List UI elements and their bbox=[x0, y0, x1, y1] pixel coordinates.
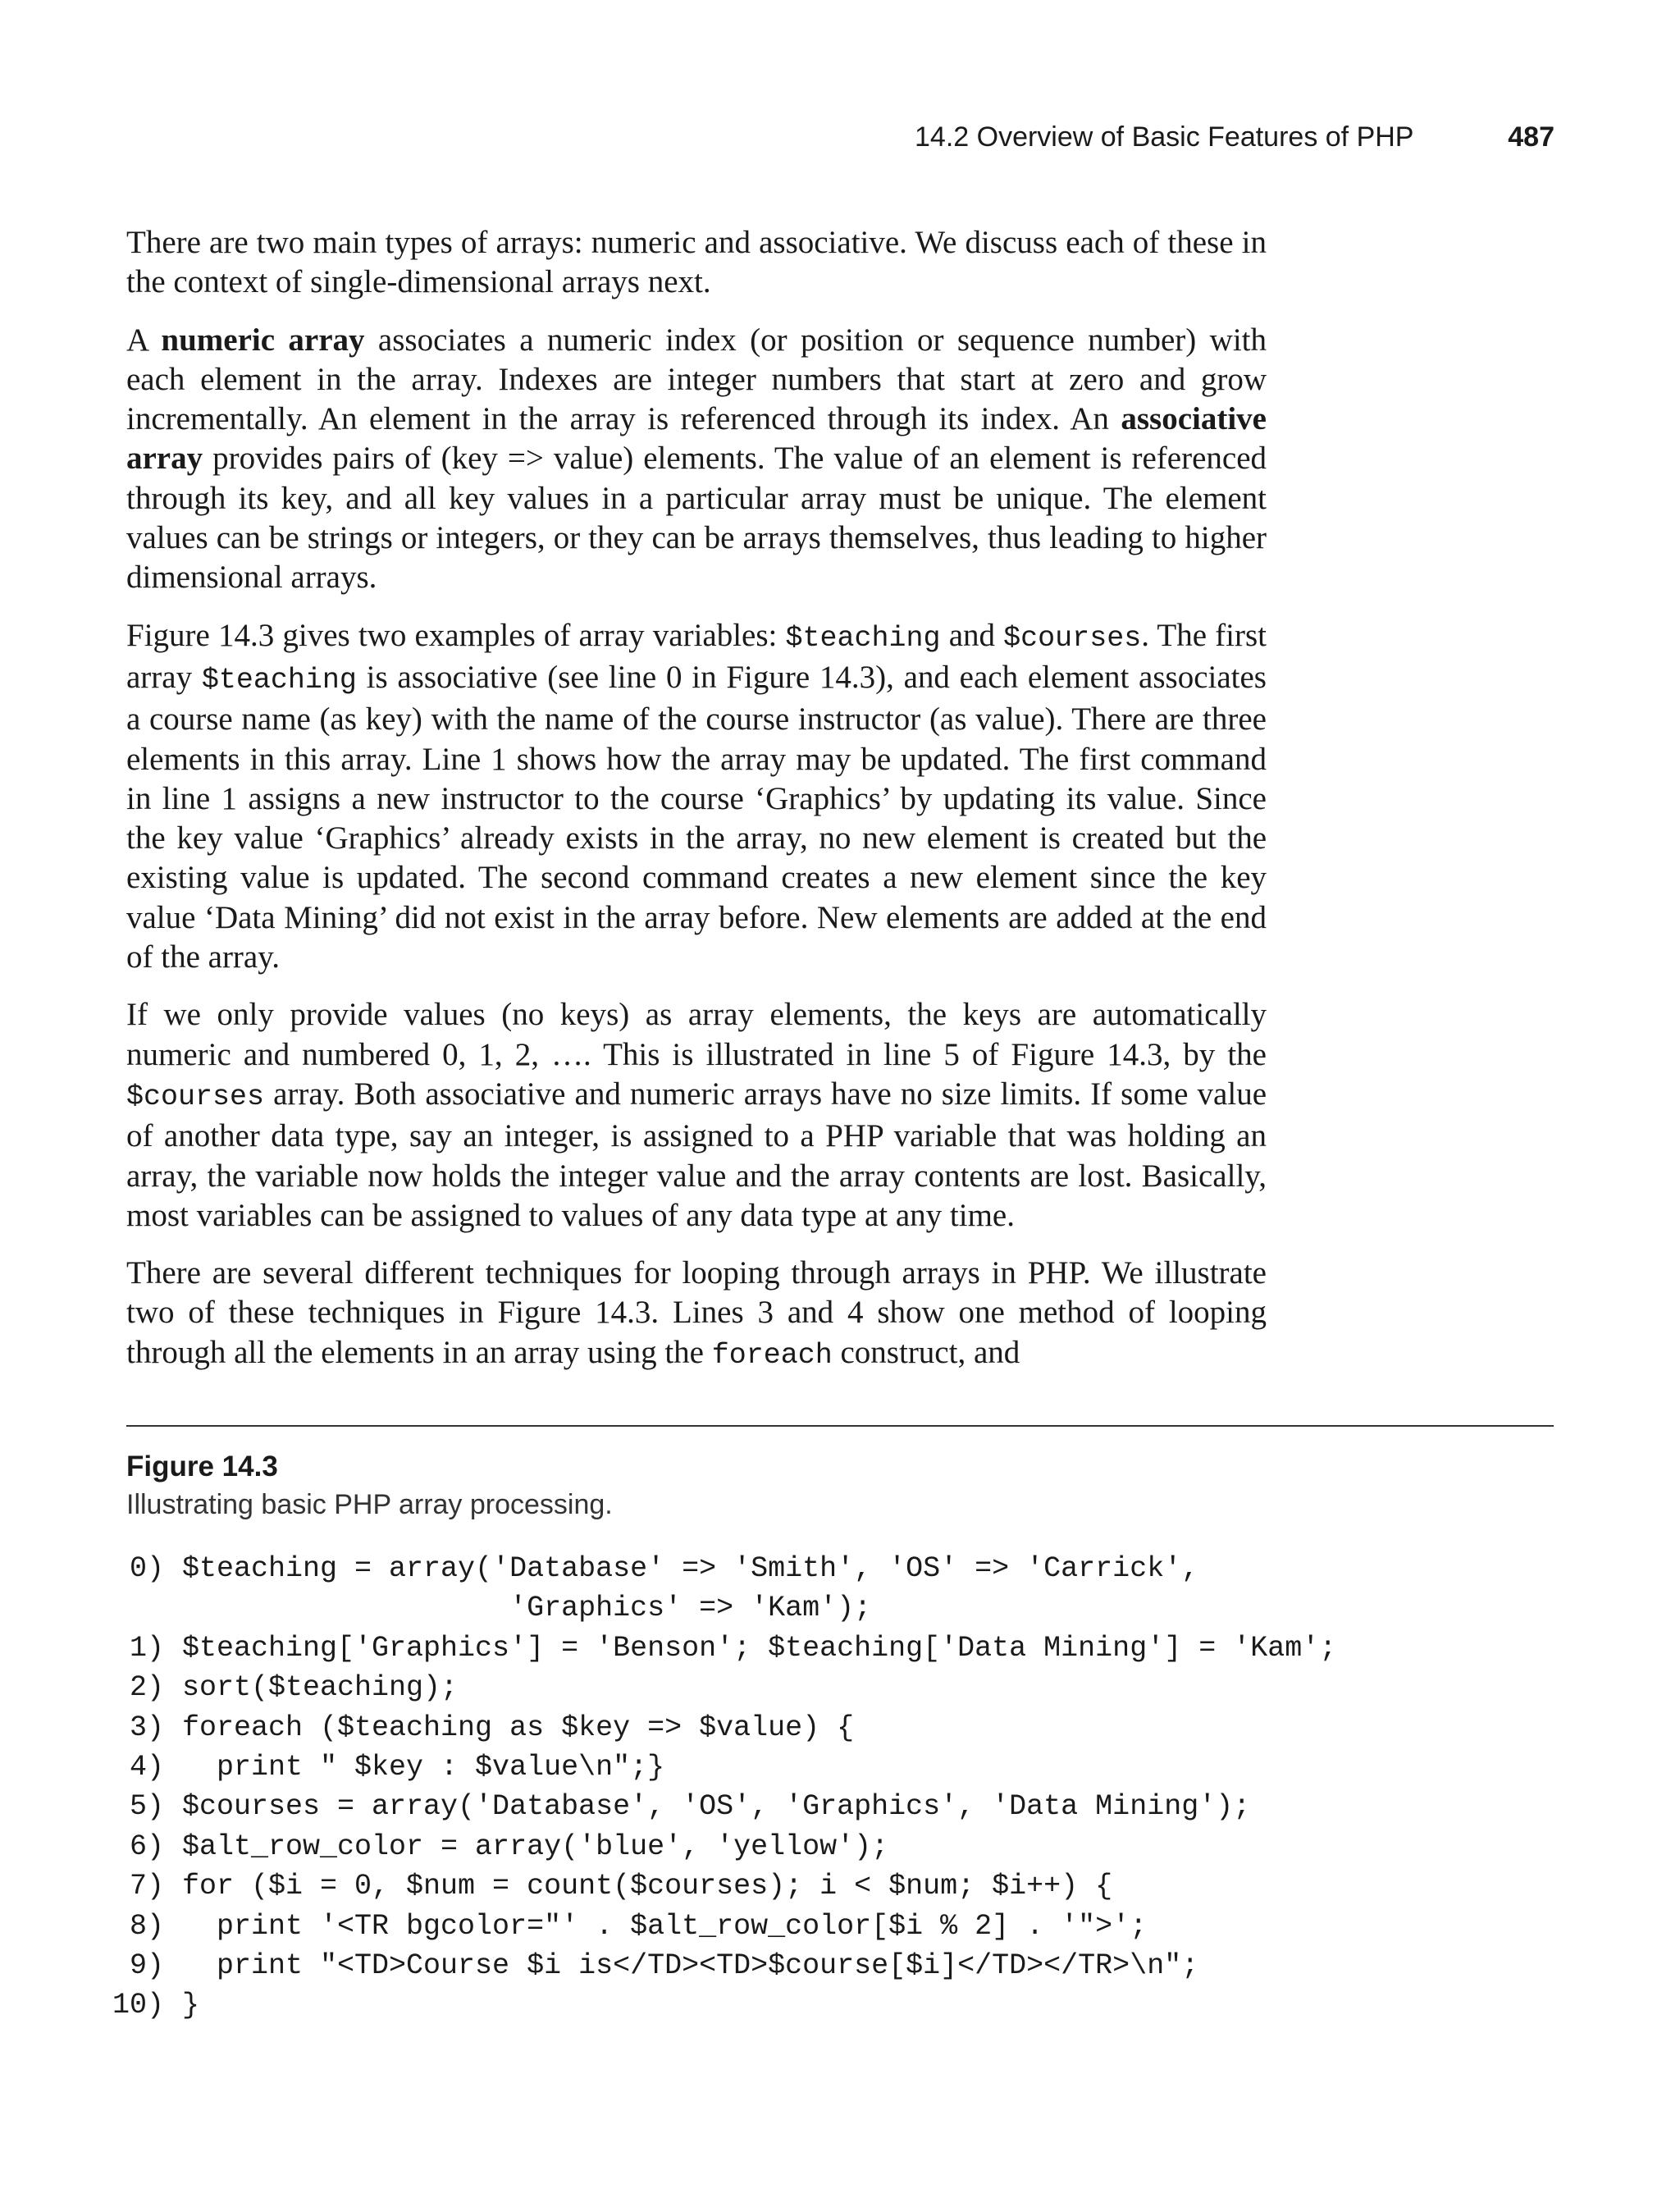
inline-code: $teaching bbox=[201, 663, 357, 697]
code-text: print " $key : $value\n";} bbox=[182, 1750, 665, 1784]
code-line bbox=[90, 1629, 1550, 1668]
text-run: provides pairs of (key => value) elements. The value of an element is referenced through its key, and all key values in a particular array must be unique. The element values can be strings or integers, or they can be arrays themselves, thus leading to higher dimensional arrays. bbox=[126, 441, 1267, 596]
figure-title: Figure 14.3 bbox=[126, 1450, 278, 1482]
line-number: 9) bbox=[129, 1948, 164, 1982]
code-text: $courses = array('Database', 'OS', 'Graphics', 'Data Mining'); bbox=[182, 1790, 1251, 1824]
line-number: 6) bbox=[129, 1830, 164, 1863]
text-run: construct, and bbox=[832, 1334, 1020, 1370]
code-line bbox=[90, 1946, 1550, 1985]
paragraph bbox=[126, 995, 1267, 1236]
line-number: 3) bbox=[129, 1711, 164, 1744]
inline-code: $courses bbox=[126, 1080, 265, 1113]
section-title: 14.2 Overview of Basic Features of PHP bbox=[915, 121, 1414, 153]
line-number: 8) bbox=[129, 1909, 164, 1943]
code-text: foreach ($teaching as $key => $value) { bbox=[182, 1711, 855, 1744]
text-run: and bbox=[940, 617, 1004, 653]
bold-term: numeric array bbox=[161, 322, 365, 358]
code-text: sort($teaching); bbox=[182, 1671, 459, 1705]
code-line bbox=[90, 1588, 1550, 1628]
code-text: } bbox=[182, 1989, 200, 2022]
code-line bbox=[90, 1907, 1550, 1946]
paragraph bbox=[126, 616, 1267, 978]
text-run: is associative (see line 0 in Figure 14.3), and each element associates a course name (as key) with the name of the course instructor (as value). There are three elements in this array. Line 1 shows how the array may be updated. The first command in line 1 assigns a new instructor to the course ‘Graphics’ by updating its value. Since the key value ‘Graphics’ already exists in the array, no new element is created but the existing value is updated. The second command creates a new element since the key value ‘Data Mining’ did not exist in the array before. New elements are added at the end of the array. bbox=[126, 659, 1267, 975]
text-run: If we only provide values (no keys) as array elements, the keys are automatically numeric and numbered 0, 1, 2, …. This is illustrated in line 5 of Figure 14.3, by the bbox=[126, 997, 1267, 1072]
code-text: for ($i = 0, $num = count($courses); i < $num; $i++) { bbox=[182, 1870, 1113, 1903]
text-run: Figure 14.3 gives two examples of array variables: bbox=[126, 617, 786, 653]
figure-caption: Illustrating basic PHP array processing. bbox=[126, 1489, 613, 1520]
line-number: 4) bbox=[129, 1750, 164, 1784]
code-listing bbox=[90, 1549, 1550, 2026]
code-text: print '<TR bgcolor="' . $alt_row_color[$i % 2] . '">'; bbox=[182, 1909, 1148, 1943]
code-line bbox=[90, 1827, 1550, 1866]
code-text: 'Graphics' => 'Kam'); bbox=[182, 1592, 872, 1625]
line-number: 5) bbox=[129, 1790, 164, 1824]
paragraph bbox=[126, 321, 1267, 598]
code-line bbox=[90, 1866, 1550, 1906]
code-line bbox=[90, 1708, 1550, 1747]
text-run: A bbox=[126, 322, 162, 358]
text-run: . The first array bbox=[126, 617, 1267, 695]
line-number: 7) bbox=[129, 1870, 164, 1903]
paragraph bbox=[126, 223, 1267, 303]
line-number: 1) bbox=[129, 1631, 164, 1665]
figure-rule bbox=[126, 1425, 1554, 1427]
text-run: There are two main types of arrays: numeric and associative. We discuss each of these in the context of single-dimensional arrays next. bbox=[126, 225, 1267, 300]
page-number: 487 bbox=[1508, 121, 1554, 153]
running-header bbox=[915, 113, 1554, 162]
code-text: $alt_row_color = array('blue', 'yellow'); bbox=[182, 1830, 889, 1863]
code-text: $teaching = array('Database' => 'Smith', 'OS' => 'Carrick', bbox=[182, 1552, 1199, 1585]
code-line bbox=[90, 1549, 1550, 1588]
code-line bbox=[90, 1985, 1550, 2025]
text-run: associates a numeric index (or position or sequence number) with each element in the array. Indexes are integer numbers that start at zero and grow incrementally. An element in the array is referenced through its index. An bbox=[126, 322, 1267, 437]
line-number: 2) bbox=[129, 1671, 164, 1705]
code-text: $teaching['Graphics'] = 'Benson'; $teaching['Data Mining'] = 'Kam'; bbox=[182, 1631, 1337, 1665]
bold-term: associative array bbox=[126, 401, 1267, 477]
line-number: 10) bbox=[112, 1989, 164, 2022]
code-line bbox=[90, 1787, 1550, 1826]
code-line bbox=[90, 1668, 1550, 1707]
line-number: 0) bbox=[129, 1552, 164, 1585]
paragraph bbox=[126, 1254, 1267, 1375]
code-text: print "<TD>Course $i is</TD><TD>$course[$i]</TD></TR>\n"; bbox=[182, 1948, 1199, 1982]
line-number bbox=[90, 1588, 164, 1628]
text-run: array. Both associative and numeric arrays have no size limits. If some value of another data type, say an integer, is assigned to a PHP variable that was holding an array, the variable now holds the integer value and the array contents are lost. Basically, most variables can be assigned to values of any data type at any time. bbox=[126, 1076, 1267, 1233]
inline-code: $teaching bbox=[785, 621, 941, 655]
inline-code: foreach bbox=[711, 1338, 833, 1372]
body-text bbox=[126, 223, 1267, 1393]
inline-code: $courses bbox=[1003, 621, 1142, 655]
code-line bbox=[90, 1747, 1550, 1787]
text-run: There are several different techniques for looping through arrays in PHP. We illustrate two of these techniques in Figure 14.3. Lines 3 and 4 show one method of looping through all the elements in an array using the bbox=[126, 1255, 1267, 1370]
